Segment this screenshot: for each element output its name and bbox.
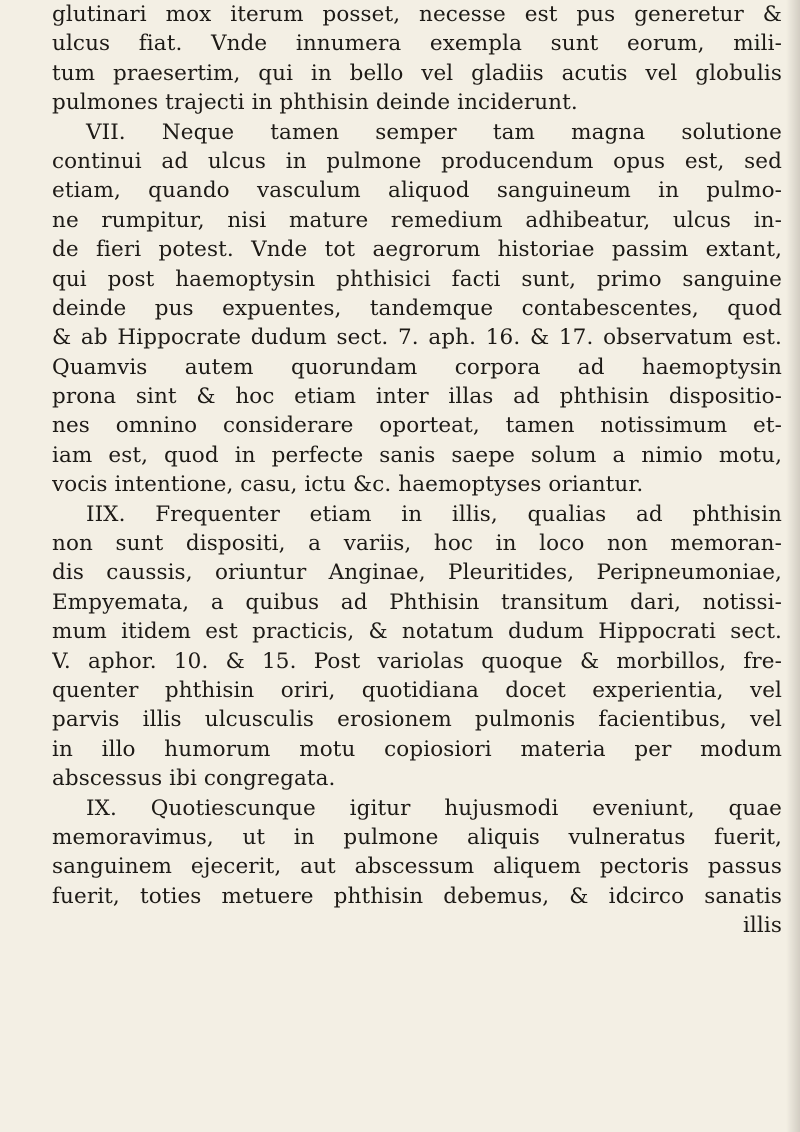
text-line: qui post haemoptysin phthisici facti sunt, primo sanguine [52,266,782,292]
text-line: ne rumpitur, nisi mature remedium adhibeatur, ulcus in- [52,207,782,233]
text-line-hippocrates-reference: & ab Hippocrate dudum sect. 7. aph. 16. & 17. observatum est. [52,325,782,351]
paragraph-start-IX: IX. Quotiescunque igitur hujusmodi eveniunt, quae [86,795,782,821]
text-line: Empyemata, a quibus ad Phthisin transitum dari, notissi- [52,589,782,615]
text-line: tum praesertim, qui in bello vel gladiis acutis vel globulis [52,60,782,86]
text-line: Quamvis autem quorundam corpora ad haemoptysin [52,354,782,380]
text-line: V. aphor. 10. & 15. Post variolas quoque & morbillos, fre- [52,648,782,674]
text-line: pulmones trajecti in phthisin deinde inciderunt. [52,90,578,116]
text-line: abscessus ibi congregata. [52,766,336,792]
text-line: fuerit, toties metuere phthisin debemus, & idcirco sanatis [52,883,782,909]
text-line: iam est, quod in perfecte sanis saepe solum a nimio motu, [52,442,782,468]
text-line: parvis illis ulcusculis erosionem pulmonis facientibus, vel [52,707,782,733]
latin-text-block [52,0,782,941]
text-line: quenter phthisin oriri, quotidiana docet experientia, vel [52,677,782,703]
paragraph-start-IIX: IIX. Frequenter etiam in illis, qualias ad phthisin [86,501,782,527]
paragraph-start-VII: VII. Neque tamen semper tam magna solutione [86,119,782,145]
page-edge-shadow [786,0,800,1132]
text-line: vocis intentione, casu, ictu &c. haemoptyses oriantur. [52,472,644,498]
text-line: deinde pus expuentes, tandemque contabescentes, quod [52,295,782,321]
catchword: illis [742,913,782,939]
text-line: continui ad ulcus in pulmone producendum opus est, sed [52,148,782,174]
text-line: prona sint & hoc etiam inter illas ad phthisin dispositio- [52,384,782,410]
text-line: dis caussis, oriuntur Anginae, Pleuritides, Peripneumoniae, [52,560,782,586]
text-line: etiam, quando vasculum aliquod sanguineum in pulmo- [52,178,782,204]
text-line: glutinari mox iterum posset, necesse est pus generetur & [52,2,782,27]
text-line: nes omnino considerare oporteat, tamen notissimum et- [52,413,782,439]
text-line: sanguinem ejecerit, aut abscessum aliquem pectoris passus [52,854,782,880]
text-line-hippocrates-reference: mum itidem est practicis, & notatum dudum Hippocrati sect. [52,619,782,645]
text-line: non sunt dispositi, a variis, hoc in loco non memoran- [52,531,782,557]
text-line: in illo humorum motu copiosiori materia per modum [52,736,782,762]
text-line: memoravimus, ut in pulmone aliquis vulneratus fuerit, [52,824,782,850]
text-line: de fieri potest. Vnde tot aegrorum historiae passim extant, [52,237,782,263]
text-line: ulcus fiat. Vnde innumera exempla sunt eorum, mili- [52,31,782,57]
